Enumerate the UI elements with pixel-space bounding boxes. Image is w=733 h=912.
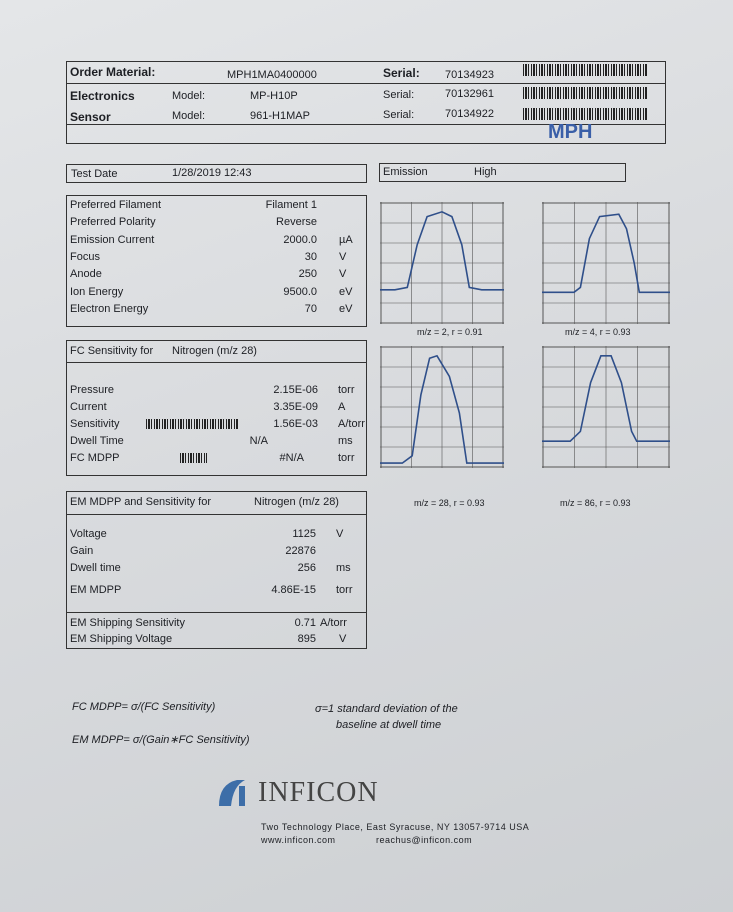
test-date-value: 1/28/2019 12:43 (172, 167, 252, 179)
test-date-label: Test Date (71, 168, 118, 180)
fc-title-gas: Nitrogen (m/z 28) (172, 345, 257, 357)
fc-row-unit: torr (338, 384, 355, 396)
sigma-note-line1: σ=1 standard deviation of the (315, 703, 458, 715)
sensor-model: 961-H1MAP (250, 110, 310, 122)
em-row-value: 22876 (285, 545, 316, 557)
sensor-serial-label: Serial: (383, 109, 415, 121)
em-shipping-row-value: 895 (297, 633, 316, 645)
em-shipping-row-value: 0.71 (294, 617, 316, 629)
mdpp-barcode (180, 453, 207, 463)
sensor-serial: 70134922 (445, 108, 494, 120)
electronics-model-label: Model: (172, 90, 206, 102)
peak-plot-mz4 (542, 202, 670, 324)
fc-row-label: Dwell Time (70, 435, 124, 447)
emission-value: High (474, 166, 497, 178)
sensitivity-barcode (146, 419, 238, 429)
filament-row-value: 9500.0 (283, 285, 317, 298)
fc-row-value: 1.56E-03 (273, 418, 318, 430)
em-row-value: 1125 (292, 528, 316, 540)
filament-row-label: Focus (70, 250, 100, 263)
em-row-value: 4.86E-15 (271, 584, 316, 596)
peak-plot-mz2 (380, 202, 504, 324)
filament-row-value: Reverse (276, 216, 317, 229)
filament-row-value: 2000.0 (283, 233, 317, 246)
em-row-label: Voltage (70, 528, 107, 540)
sigma-note-line2: baseline at dwell time (336, 719, 442, 731)
peak-plot-mz28 (380, 346, 504, 468)
em-shipping-row-unit: V (339, 633, 347, 645)
em-divider-2 (66, 612, 367, 613)
emission-label: Emission (383, 166, 428, 178)
inficon-logo: INFICON (258, 777, 379, 808)
fc-row-unit: ms (338, 435, 353, 447)
fc-row-label: Current (70, 401, 107, 413)
footer-website[interactable]: www.inficon.com (261, 835, 336, 845)
inficon-logo-icon (215, 776, 255, 808)
footer-email[interactable]: reachus@inficon.com (376, 835, 473, 845)
fc-row-label: Sensitivity (70, 418, 120, 430)
plot-caption-mz4: m/z = 4, r = 0.93 (565, 327, 631, 337)
serial-value: 70134923 (445, 69, 494, 81)
peak-plot-mz86 (542, 346, 670, 468)
electronics-barcode (523, 87, 647, 99)
order-barcode (523, 64, 647, 76)
fc-row-label: FC MDPP (70, 452, 120, 464)
electronics-model: MP-H10P (250, 90, 298, 102)
em-divider (66, 514, 367, 515)
fc-row-value: N/A (249, 435, 268, 447)
electronics-serial: 70132961 (445, 88, 494, 100)
em-row-label: Gain (70, 545, 94, 557)
filament-row-unit: µA (339, 233, 353, 246)
header-divider (66, 83, 666, 84)
fc-row-value: 2.15E-06 (273, 384, 318, 396)
filament-row-value: 70 (304, 302, 317, 315)
em-title-label: EM MDPP and Sensitivity for (70, 496, 212, 508)
fc-row-unit: A/torr (338, 418, 365, 430)
em-shipping-row-label: EM Shipping Sensitivity (70, 617, 185, 629)
em-mdpp-formula: EM MDPP= σ/(Gain∗FC Sensitivity) (72, 734, 250, 746)
em-shipping-row-label: EM Shipping Voltage (70, 633, 173, 645)
filament-row-value: 250 (298, 268, 317, 281)
order-material-label: Order Material: (70, 65, 156, 79)
filament-row-value: 30 (304, 250, 317, 263)
filament-row-unit: V (339, 268, 347, 281)
footer-address: Two Technology Place, East Syracuse, NY 13057-9714 USA (261, 822, 530, 832)
plot-caption-mz28: m/z = 28, r = 0.93 (414, 498, 485, 508)
serial-label: Serial: (383, 66, 420, 80)
em-row-label: Dwell time (70, 562, 121, 574)
sensor-barcode (523, 108, 647, 120)
em-row-unit: ms (336, 562, 351, 574)
filament-row-unit: eV (339, 285, 353, 298)
filament-row-label: Emission Current (70, 233, 155, 246)
em-row-unit: torr (336, 584, 353, 596)
sensor-model-label: Model: (172, 110, 206, 122)
electronics-serial-label: Serial: (383, 89, 415, 101)
filament-row-value: Filament 1 (265, 199, 317, 211)
fc-row-value: 3.35E-09 (273, 401, 318, 413)
plot-caption-mz2: m/z = 2, r = 0.91 (417, 327, 483, 337)
fc-divider (66, 362, 367, 363)
fc-row-unit: A (338, 401, 346, 413)
fc-row-unit: torr (338, 452, 355, 464)
electronics-label: Electronics (70, 89, 135, 103)
filament-row-label: Anode (70, 268, 102, 281)
filament-row-label: Ion Energy (70, 285, 124, 298)
em-row-value: 256 (297, 562, 316, 574)
em-shipping-row-unit: A/torr (320, 617, 347, 629)
fc-mdpp-formula: FC MDPP= σ/(FC Sensitivity) (72, 701, 216, 713)
filament-row-label: Preferred Polarity (70, 216, 156, 229)
fc-row-label: Pressure (70, 384, 115, 396)
filament-row-label: Preferred Filament (70, 199, 162, 211)
em-row-unit: V (336, 528, 344, 540)
mph-stamp: MPH (548, 121, 593, 143)
filament-row-unit: eV (339, 302, 353, 315)
filament-row-unit: V (339, 250, 347, 263)
filament-row-label: Electron Energy (70, 302, 149, 315)
fc-row-value: #N/A (279, 452, 304, 464)
sensor-label: Sensor (70, 110, 111, 124)
em-title-gas: Nitrogen (m/z 28) (254, 496, 339, 508)
plot-caption-mz86: m/z = 86, r = 0.93 (560, 498, 631, 508)
fc-title-label: FC Sensitivity for (70, 345, 154, 357)
em-row-label: EM MDPP (70, 584, 122, 596)
order-material-value: MPH1MA0400000 (227, 69, 317, 81)
